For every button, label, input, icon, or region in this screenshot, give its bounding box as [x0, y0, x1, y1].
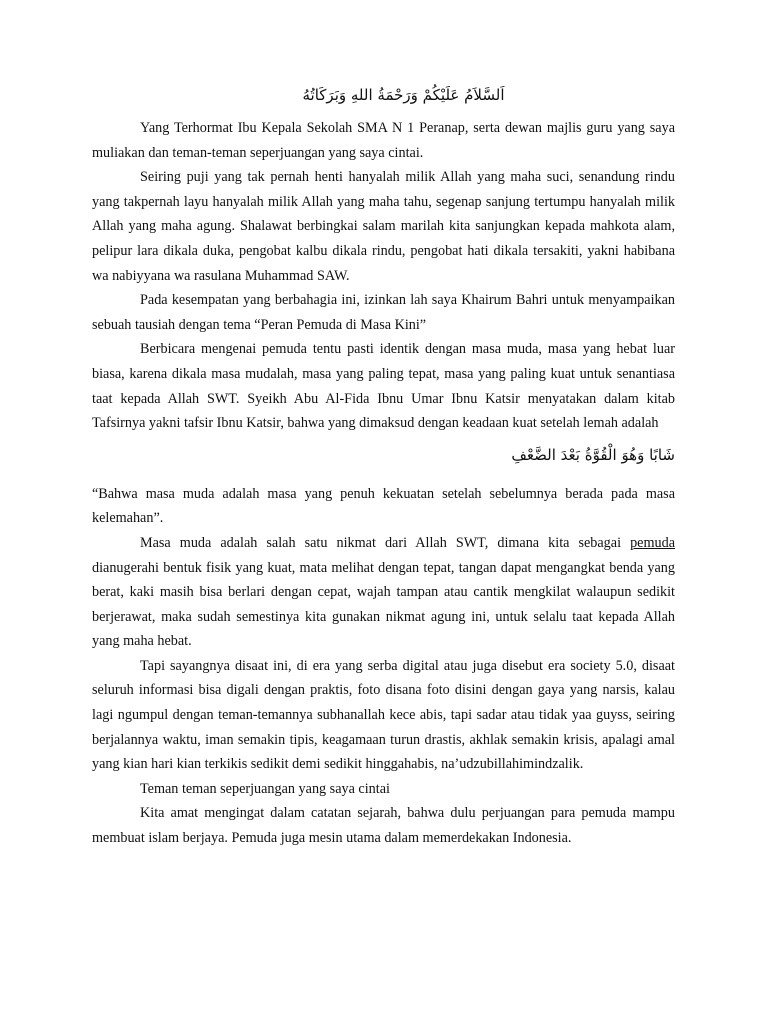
- pemuda-link[interactable]: pemuda: [630, 534, 675, 551]
- paragraph-history: Kita amat mengingat dalam catatan sejarah, bahwa dulu perjuangan para pemuda mampu membuat islam berjaya. Pemuda juga mesin utama dalam memerdekakan Indonesia.: [92, 805, 675, 847]
- paragraph-blessing-end: dianugerahi bentuk fisik yang kuat, mata melihat dengan tepat, tangan dapat mengangkat benda yang berat, kaki masih bisa berlari dengan cepat, wajah tampan atau cantik mengkilat walaupun sedikit berjerawat, maka sudah semestinya kita gunakan nikmat agung ini, untuk selalu taat kepada Allah yang maha hebat.: [92, 559, 675, 650]
- paragraph-blessing-start: Masa muda adalah salah satu nikmat dari Allah SWT, dimana kita sebagai: [140, 534, 631, 551]
- paragraph-blessing: [92, 531, 675, 654]
- paragraph-youth: Berbicara mengenai pemuda tentu pasti identik dengan masa muda, masa yang hebat luar biasa, karena dikala masa mudalah, masa yang paling tepat, masa yang paling kuat untuk senantiasa taat kepada Allah SWT. Syeikh Abu Al-Fida Ibnu Umar Ibnu Katsir menyatakan dalam kitab Tafsirnya yakni tafsir Ibnu Katsir, bahwa yang dimaksud dengan keadaan kuat setelah lemah adalah: [92, 341, 675, 432]
- paragraph-greeting: Yang Terhormat Ibu Kepala Sekolah SMA N 1 Peranap, serta dewan majlis guru yang saya muliakan dan teman-teman seperjuangan yang saya cintai.: [92, 120, 675, 161]
- paragraph-translation: “Bahwa masa muda adalah masa yang penuh kekuatan setelah sebelumnya berada pada masa kelemahan”.: [92, 485, 675, 527]
- arabic-salam: اَلسَّلاَمُ عَلَيْكُمْ وَرَحْمَةُ اللهِ وَبَرَكَاتُهُ: [302, 86, 505, 104]
- paragraph-digital-era: Tapi sayangnya disaat ini, di era yang serba digital atau juga disebut era society 5.0, disaat seluruh informasi bisa digali dengan praktis, foto disana foto disini dengan gaya yang narsis, kalau lagi ngumpul dengan teman-temannya subhanallah kece abis, tapi sadar atau tidak yaa guyss, seiring berjalannya waktu, iman semakin tipis, keagamaan turun drastis, akhlak semakin krisis, apalagi amal yang kian hari kian terkikis sedikit demi sedikit hinggahabis, na’udzubillahimindzalik.: [92, 657, 675, 773]
- arabic-verse: شَابًا وَهُوَ الْقُوَّةُ بَعْدَ الضَّعْفِ: [511, 445, 675, 464]
- paragraph-praise: Seiring puji yang tak pernah henti hanyalah milik Allah yang maha suci, senandung rindu yang takpernah layu hanyalah milik Allah yang maha tahu, segenap sanjung tertumpu hanyalah milik Allah yang maha agung. Shalawat berbingkai salam marilah kita sanjungkan kepada mahkota alam, pelipur lara dikala duka, pengobat kalbu dikala rindu, pengobat hati dikala tersakiti, yakni habibana wa nabiyyana wa rasulana Muhammad SAW.: [92, 169, 675, 284]
- paragraph-introduction: Pada kesempatan yang berbahagia ini, izinkan lah saya Khairum Bahri untuk menyampaikan sebuah tausiah dengan tema “Peran Pemuda di Masa Kini”: [92, 292, 675, 333]
- paragraph-address: Teman teman seperjuangan yang saya cintai: [140, 780, 390, 797]
